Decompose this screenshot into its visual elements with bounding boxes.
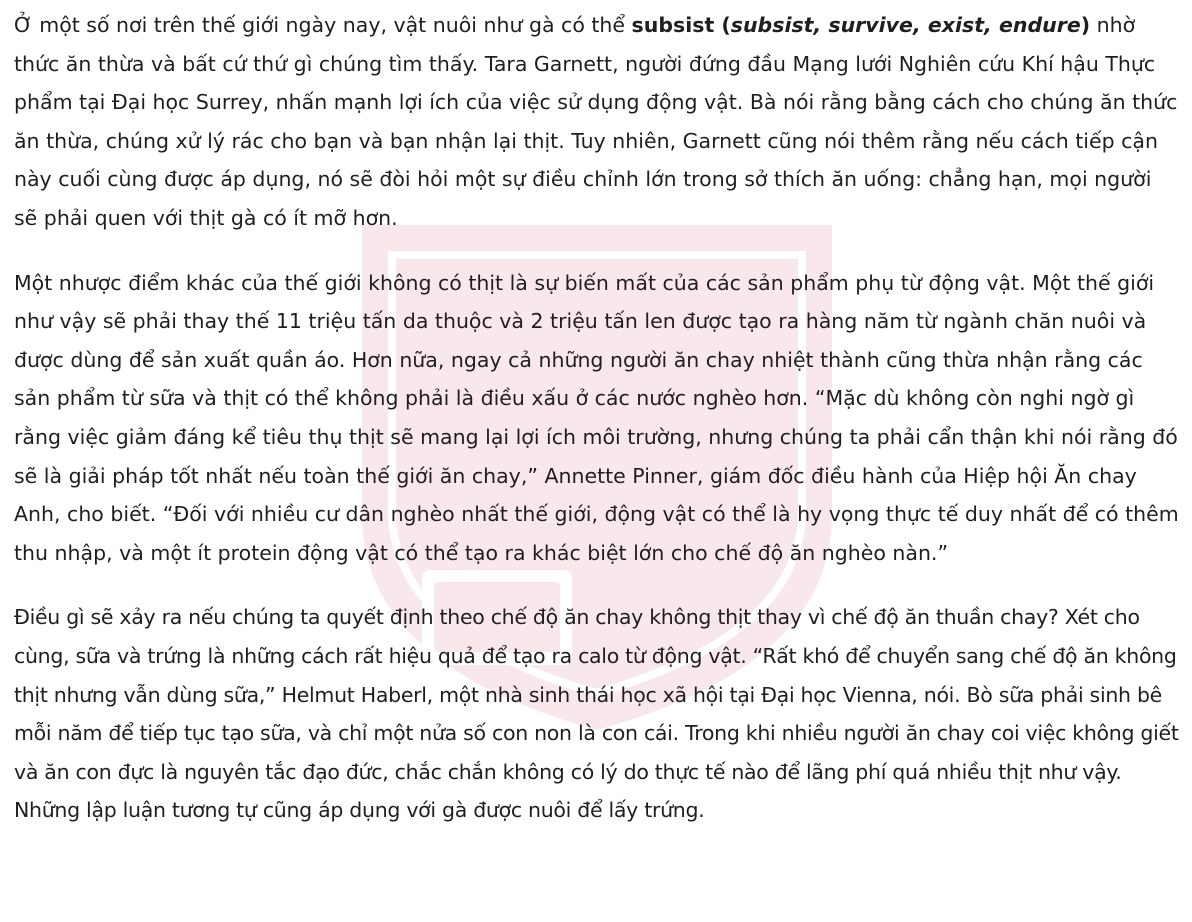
paragraph-spacer	[14, 238, 1180, 264]
vocab-synonyms: subsist, survive, exist, endure	[730, 13, 1081, 37]
synonym-close-paren: )	[1080, 13, 1091, 37]
paragraph-3: Điều gì sẽ xảy ra nếu chúng ta quyết định theo chế độ ăn chay không thịt thay vì chế độ ăn thuần chay? Xét cho cùng, sữa và trứng là những cách rất hiệu quả để tạo ra calo từ động vật. “Rất khó để chuyển sang chế độ ăn không thịt nhưng vẫn dùng sữa,” Helmut Haberl, một nhà sinh thái học xã hội tại Đại học Vienna, nói. Bò sữa phải sinh bê mỗi năm để tiếp tục tạo sữa, và chỉ một nửa số con non là con cái. Trong khi nhiều người ăn chay coi việc không giết và ăn con đực là nguyên tắc đạo đức, chắc chắn không có lý do thực tế nào để lãng phí quá nhiều thịt như vậy. Những lập luận tương tự cũng áp dụng với gà được nuôi để lấy trứng.	[14, 605, 1179, 823]
paragraph-2: Một nhược điểm khác của thế giới không có thịt là sự biến mất của các sản phẩm phụ từ động vật. Một thế giới như vậy sẽ phải thay thế 11 triệu tấn da thuộc và 2 triệu tấn len được tạo ra hàng năm từ ngành chăn nuôi và được dùng để sản xuất quần áo. Hơn nữa, ngay cả những người ăn chay nhiệt thành cũng thừa nhận rằng các sản phẩm từ sữa và thịt có thể không phải là điều xấu ở các nước nghèo hơn. “Mặc dù không còn nghi ngờ gì rằng việc giảm đáng kể tiêu thụ thịt sẽ mang lại lợi ích môi trường, nhưng chúng ta phải cẩn thận khi nói rằng đó sẽ là giải pháp tốt nhất nếu toàn thế giới ăn chay,” Annette Pinner, giám đốc điều hành của Hiệp hội Ăn chay Anh, cho biết. “Đối với nhiều cư dân nghèo nhất thế giới, động vật có thể là hy vọng thực tế duy nhất để có thêm thu nhập, và một ít protein động vật có thể tạo ra khác biệt lớn cho chế độ ăn nghèo nàn.”	[14, 270, 1179, 565]
paragraph-1-intro: Ở một số nơi trên thế giới ngày nay, vật nuôi như gà có thể	[14, 13, 632, 37]
article-body	[14, 6, 1180, 830]
vocab-keyword: subsist	[631, 13, 715, 37]
paragraph-spacer	[14, 572, 1180, 598]
paragraph-1	[14, 6, 1180, 238]
synonym-open-paren: (	[714, 13, 731, 37]
paragraph-1-body: nhờ thức ăn thừa và bất cứ thứ gì chúng tìm thấy. Tara Garnett, người đứng đầu Mạng lưới Nghiên cứu Khí hậu Thực phẩm tại Đại học Surrey, nhấn mạnh lợi ích của việc sử dụng động vật. Bà nói rằng bằng cách cho chúng ăn thức ăn thừa, chúng xử lý rác cho bạn và bạn nhận lại thịt. Tuy nhiên, Garnett cũng nói thêm rằng nếu cách tiếp cận này cuối cùng được áp dụng, nó sẽ đòi hỏi một sự điều chỉnh lớn trong sở thích ăn uống: chẳng hạn, mọi người sẽ phải quen với thịt gà có ít mỡ hơn.	[14, 13, 1178, 230]
